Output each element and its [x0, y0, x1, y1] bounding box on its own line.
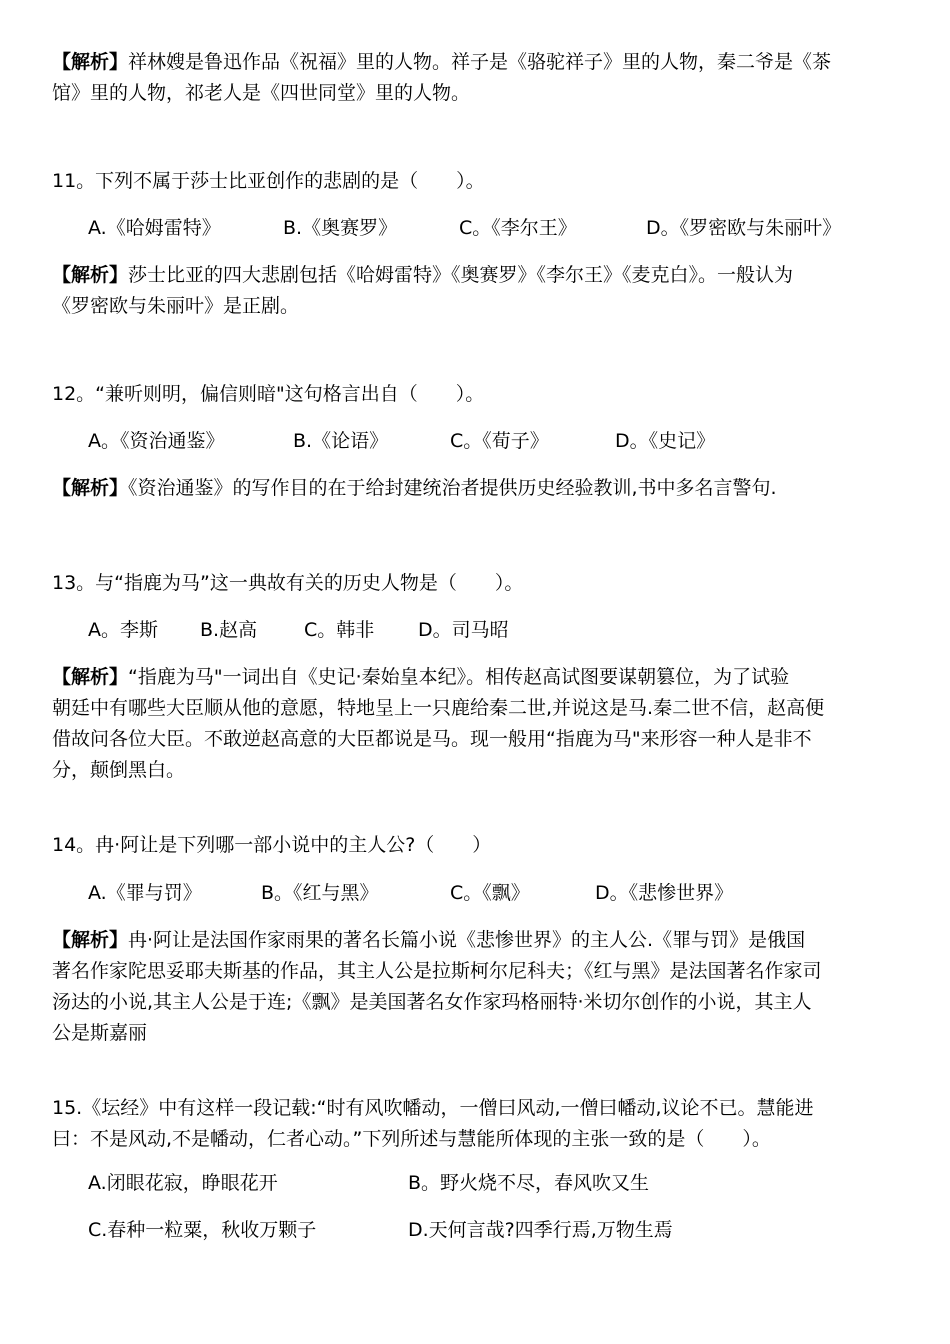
option-d: D。《史记》	[615, 430, 716, 452]
analysis-line: 【解析】“指鹿为马"一词出自《史记·秦始皇本纪》。相传赵高试图要谋朝篡位，为了试验	[52, 666, 790, 688]
option-d: D。《悲惨世界》	[595, 882, 734, 904]
analysis-line: 借故问各位大臣。不敢逆赵高意的大臣都说是马。现一般用“指鹿为马"来形容一种人是非不	[52, 728, 812, 750]
intro-analysis	[52, 47, 902, 109]
question-text: 11。下列不属于莎士比亚创作的悲剧的是（ ）。	[52, 170, 485, 192]
question-12-options	[88, 426, 888, 457]
question-13	[52, 568, 902, 599]
question-11-analysis	[52, 260, 902, 322]
question-text: 15.《坛经》中有这样一段记载:“时有风吹幡动，一僧曰风动,一僧曰幡动,议论不已。慧能进	[52, 1097, 814, 1119]
question-13-analysis	[52, 662, 902, 786]
option-b: B.《奥赛罗》	[283, 217, 398, 239]
analysis-tag: 【解析】	[52, 929, 129, 951]
option-c: C。《李尔王》	[459, 217, 577, 239]
question-15	[52, 1093, 902, 1155]
option-a: A.闭眼花寂，睁眼花开	[88, 1172, 278, 1194]
question-14-options	[88, 878, 888, 909]
option-a: A。《资治通鉴》	[88, 430, 225, 452]
analysis-line: 朝廷中有哪些大臣顺从他的意愿，特地呈上一只鹿给秦二世,并说这是马.秦二世不信，赵高便	[52, 697, 825, 719]
analysis-tag: 【解析】	[52, 51, 129, 73]
option-b: B。野火烧不尽，春风吹又生	[408, 1172, 650, 1194]
question-14	[52, 830, 902, 861]
analysis-line: 【解析】冉·阿让是法国作家雨果的著名长篇小说《悲惨世界》的主人公.《罪与罚》是俄国	[52, 929, 806, 951]
question-14-analysis	[52, 925, 902, 1049]
option-d: D。《罗密欧与朱丽叶》	[646, 217, 842, 239]
question-15-options-row-2	[88, 1215, 888, 1246]
analysis-line: 著名作家陀思妥耶夫斯基的作品，其主人公是拉斯柯尔尼科夫；《红与黑》是法国著名作家司	[52, 960, 822, 982]
option-c: C.春种一粒粟，秋收万颗子	[88, 1219, 317, 1241]
analysis-line: 《罗密欧与朱丽叶》是正剧。	[52, 295, 300, 317]
analysis-line: 汤达的小说,其主人公是于连;《飘》是美国著名女作家玛格丽特·米切尔创作的小说，其主人	[52, 991, 812, 1013]
question-text: 曰：不是风动,不是幡动，仁者心动。”下列所述与慧能所体现的主张一致的是（ ）。	[52, 1128, 771, 1150]
question-13-options	[88, 615, 888, 646]
analysis-line: 【解析】祥林嫂是鲁迅作品《祝福》里的人物。祥子是《骆驼祥子》里的人物，秦二爷是《茶	[52, 51, 832, 73]
option-b: B.赵高	[200, 619, 258, 641]
analysis-line: 【解析】《资治通鉴》的写作目的在于给封建统治者提供历史经验教训,书中多名言警句.	[52, 477, 777, 499]
option-c: C。韩非	[304, 619, 375, 641]
option-b: B.《论语》	[293, 430, 389, 452]
question-15-options-row-1	[88, 1168, 888, 1199]
analysis-line: 分，颠倒黑白。	[52, 759, 186, 781]
question-11-options	[88, 213, 888, 244]
option-a: A.《罪与罚》	[88, 882, 202, 904]
option-d: D.天何言哉?四季行焉,万物生焉	[408, 1219, 673, 1241]
analysis-line: 馆》里的人物，祁老人是《四世同堂》里的人物。	[52, 82, 471, 104]
analysis-tag: 【解析】	[52, 264, 129, 286]
question-text: 14。冉·阿让是下列哪一部小说中的主人公?（ ）	[52, 834, 492, 856]
question-text: 12。“兼听则明，偏信则暗"这句格言出自（ ）。	[52, 383, 485, 405]
analysis-line: 公是斯嘉丽	[52, 1022, 148, 1044]
analysis-tag: 【解析】	[52, 666, 129, 688]
option-a: A.《哈姆雷特》	[88, 217, 221, 239]
question-12	[52, 379, 902, 410]
option-a: A。李斯	[88, 619, 158, 641]
question-11	[52, 166, 902, 197]
question-12-analysis	[52, 473, 902, 504]
question-text: 13。与“指鹿为马”这一典故有关的历史人物是（ ）。	[52, 572, 524, 594]
analysis-tag: 【解析】	[52, 477, 129, 499]
option-c: C。《飘》	[450, 882, 530, 904]
option-d: D。司马昭	[418, 619, 509, 641]
analysis-line: 【解析】莎士比亚的四大悲剧包括《哈姆雷特》《奥赛罗》《李尔王》《麦克白》。一般认为	[52, 264, 794, 286]
option-c: C。《荀子》	[450, 430, 549, 452]
option-b: B。《红与黑》	[261, 882, 379, 904]
